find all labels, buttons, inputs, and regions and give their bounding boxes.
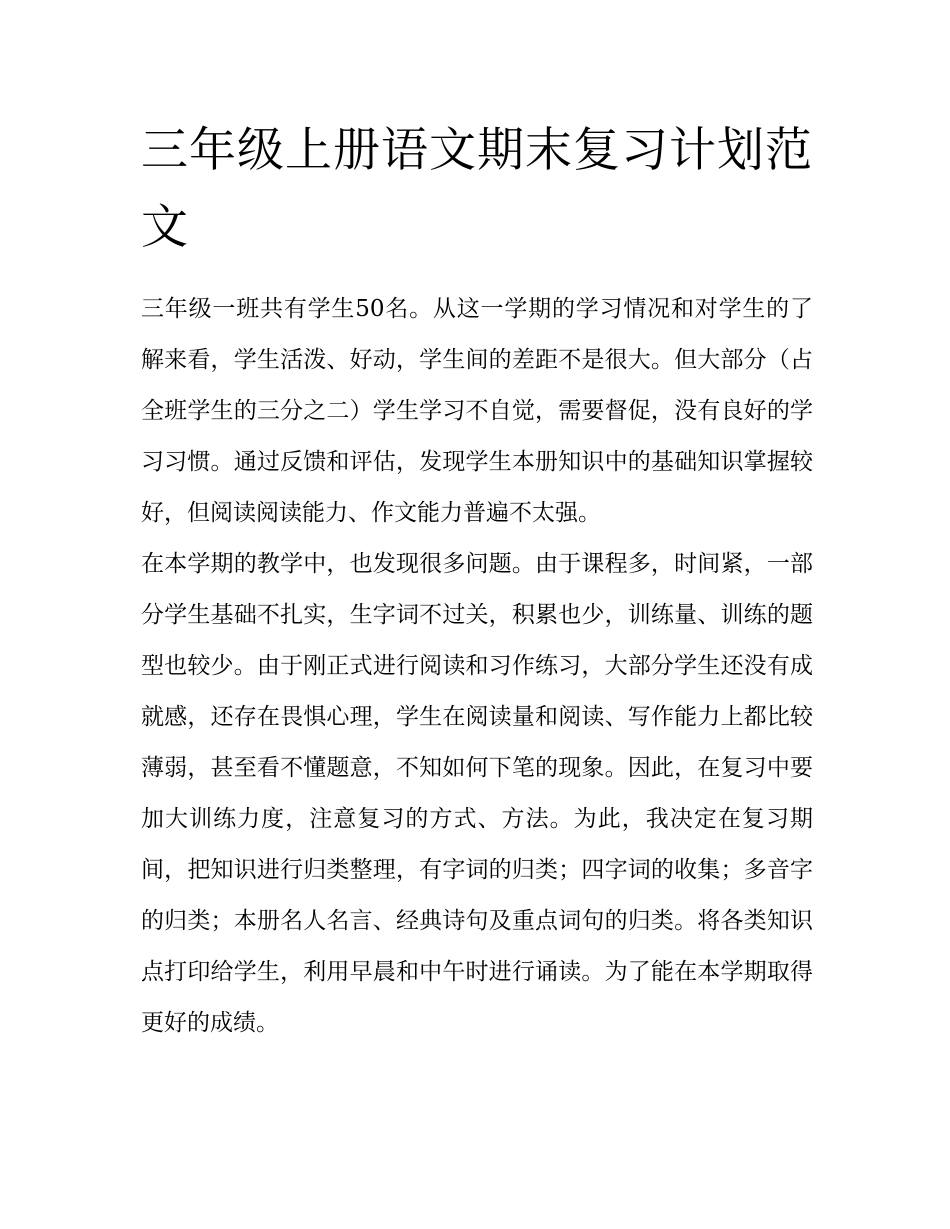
paragraph-class-overview: 三年级一班共有学生50名。从这一学期的学习情况和对学生的了解来看，学生活泼、好动，学生间的差距不是很大。但大部分（占全班学生的三分之二）学生学习不自觉，需要督促，没有良好的学习习惯。通过反馈和评估，发现学生本册知识中的基础知识掌握较好，但阅读阅读能力、作文能力普遍不太强。: [141, 296, 813, 526]
document-body: [141, 284, 813, 1049]
paragraph-review-plan: 在本学期的教学中，也发现很多问题。由于课程多，时间紧，一部分学生基础不扎实，生字词不过关，积累也少，训练量、训练的题型也较少。由于刚正式进行阅读和习作练习，大部分学生还没有成就感，还存在畏惧心理，学生在阅读量和阅读、写作能力上都比较薄弱，甚至看不懂题意，不知如何下笔的现象。因此，在复习中要加大训练力度，注意复习的方式、方法。为此，我决定在复习期间，把知识进行归类整理，有字词的归类；四字词的收集；多音字的归类；本册名人名言、经典诗句及重点词句的归类。将各类知识点打印给学生，利用早晨和中午时进行诵读。为了能在本学期取得更好的成绩。: [141, 551, 813, 1036]
document-page: [141, 112, 813, 1049]
document-title: 三年级上册语文期末复习计划范文: [141, 123, 813, 255]
